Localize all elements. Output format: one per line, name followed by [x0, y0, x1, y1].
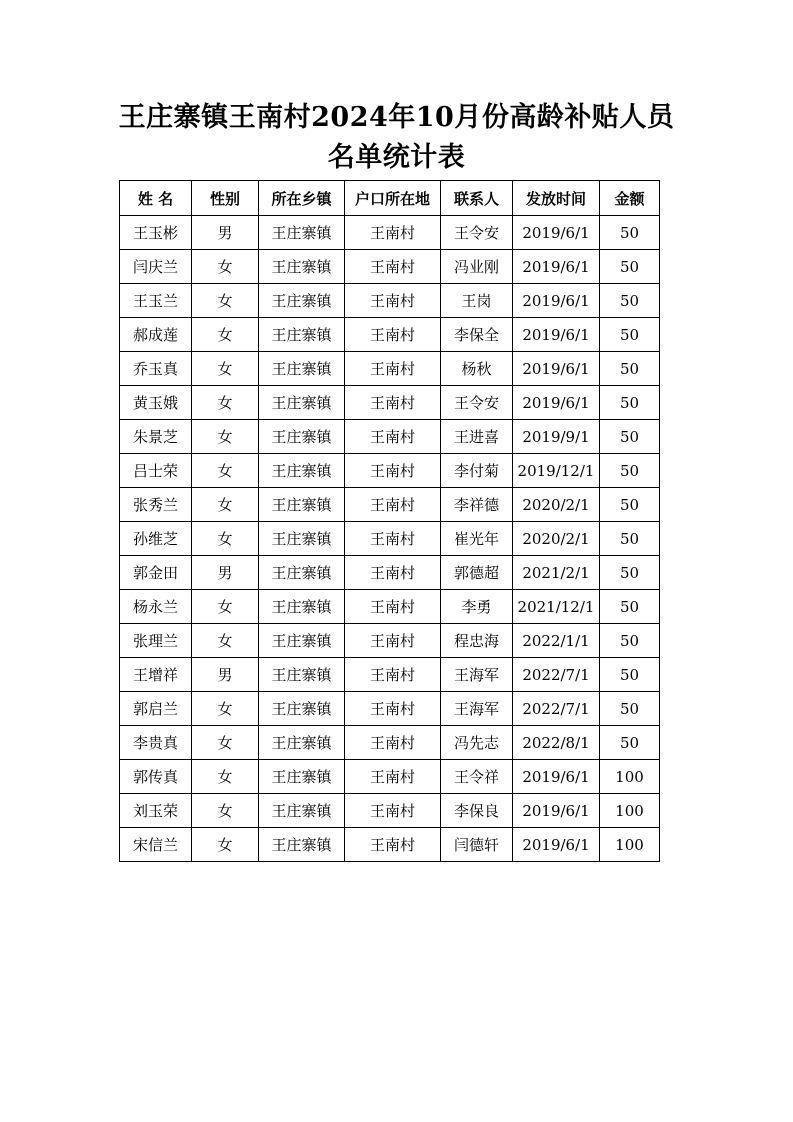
table-row	[120, 216, 660, 250]
table-row	[120, 726, 660, 760]
issue-date-cell: 2019/9/1	[513, 420, 600, 454]
township-cell: 王庄寨镇	[259, 386, 345, 420]
table-row	[120, 420, 660, 454]
amount-cell: 100	[600, 794, 660, 828]
table-row	[120, 488, 660, 522]
name-cell: 王增祥	[120, 658, 192, 692]
name-cell: 杨永兰	[120, 590, 192, 624]
amount-cell: 100	[600, 828, 660, 862]
township-cell: 王庄寨镇	[259, 794, 345, 828]
contact-cell: 李祥德	[441, 488, 513, 522]
township-cell: 王庄寨镇	[259, 590, 345, 624]
registration-cell: 王南村	[345, 590, 441, 624]
issue-date-cell: 2019/6/1	[513, 250, 600, 284]
name-cell: 黄玉娥	[120, 386, 192, 420]
name-cell: 郝成莲	[120, 318, 192, 352]
table-header-row	[120, 181, 660, 216]
township-cell: 王庄寨镇	[259, 250, 345, 284]
gender-cell: 女	[192, 692, 259, 726]
header-township: 所在乡镇	[259, 181, 345, 216]
amount-cell: 50	[600, 658, 660, 692]
amount-cell: 50	[600, 726, 660, 760]
table-row	[120, 386, 660, 420]
contact-cell: 王海军	[441, 658, 513, 692]
contact-cell: 闫德轩	[441, 828, 513, 862]
township-cell: 王庄寨镇	[259, 420, 345, 454]
name-cell: 李贵真	[120, 726, 192, 760]
amount-cell: 50	[600, 318, 660, 352]
township-cell: 王庄寨镇	[259, 658, 345, 692]
gender-cell: 女	[192, 284, 259, 318]
amount-cell: 50	[600, 386, 660, 420]
amount-cell: 50	[600, 420, 660, 454]
issue-date-cell: 2019/12/1	[513, 454, 600, 488]
contact-cell: 王海军	[441, 692, 513, 726]
registration-cell: 王南村	[345, 726, 441, 760]
registration-cell: 王南村	[345, 658, 441, 692]
township-cell: 王庄寨镇	[259, 454, 345, 488]
amount-cell: 50	[600, 352, 660, 386]
gender-cell: 女	[192, 318, 259, 352]
issue-date-cell: 2022/1/1	[513, 624, 600, 658]
contact-cell: 李保全	[441, 318, 513, 352]
header-gender: 性别	[192, 181, 259, 216]
amount-cell: 50	[600, 590, 660, 624]
amount-cell: 100	[600, 760, 660, 794]
table-body	[120, 216, 660, 862]
issue-date-cell: 2019/6/1	[513, 828, 600, 862]
contact-cell: 王岗	[441, 284, 513, 318]
township-cell: 王庄寨镇	[259, 556, 345, 590]
contact-cell: 李付菊	[441, 454, 513, 488]
name-cell: 郭启兰	[120, 692, 192, 726]
name-cell: 朱景芝	[120, 420, 192, 454]
contact-cell: 李勇	[441, 590, 513, 624]
table-row	[120, 692, 660, 726]
contact-cell: 王令安	[441, 386, 513, 420]
gender-cell: 男	[192, 658, 259, 692]
issue-date-cell: 2019/6/1	[513, 386, 600, 420]
title-line-2: 名单统计表	[327, 142, 466, 173]
township-cell: 王庄寨镇	[259, 216, 345, 250]
contact-cell: 程忠海	[441, 624, 513, 658]
table-row	[120, 352, 660, 386]
registration-cell: 王南村	[345, 828, 441, 862]
gender-cell: 女	[192, 726, 259, 760]
amount-cell: 50	[600, 250, 660, 284]
header-name: 姓 名	[120, 181, 192, 216]
gender-cell: 女	[192, 590, 259, 624]
amount-cell: 50	[600, 216, 660, 250]
gender-cell: 男	[192, 556, 259, 590]
name-cell: 乔玉真	[120, 352, 192, 386]
issue-date-cell: 2019/6/1	[513, 794, 600, 828]
gender-cell: 女	[192, 420, 259, 454]
issue-date-cell: 2020/2/1	[513, 488, 600, 522]
table-row	[120, 658, 660, 692]
gender-cell: 女	[192, 250, 259, 284]
name-cell: 王玉兰	[120, 284, 192, 318]
registration-cell: 王南村	[345, 284, 441, 318]
registration-cell: 王南村	[345, 488, 441, 522]
registration-cell: 王南村	[345, 760, 441, 794]
table-row	[120, 556, 660, 590]
contact-cell: 郭德超	[441, 556, 513, 590]
township-cell: 王庄寨镇	[259, 726, 345, 760]
table-row	[120, 454, 660, 488]
amount-cell: 50	[600, 284, 660, 318]
table-row	[120, 250, 660, 284]
gender-cell: 女	[192, 760, 259, 794]
issue-date-cell: 2022/7/1	[513, 658, 600, 692]
township-cell: 王庄寨镇	[259, 760, 345, 794]
name-cell: 张秀兰	[120, 488, 192, 522]
amount-cell: 50	[600, 488, 660, 522]
gender-cell: 女	[192, 454, 259, 488]
table-row	[120, 828, 660, 862]
name-cell: 王玉彬	[120, 216, 192, 250]
amount-cell: 50	[600, 454, 660, 488]
issue-date-cell: 2019/6/1	[513, 352, 600, 386]
header-issue-date: 发放时间	[513, 181, 600, 216]
gender-cell: 女	[192, 352, 259, 386]
gender-cell: 女	[192, 828, 259, 862]
township-cell: 王庄寨镇	[259, 284, 345, 318]
gender-cell: 男	[192, 216, 259, 250]
name-cell: 吕士荣	[120, 454, 192, 488]
contact-cell: 王令祥	[441, 760, 513, 794]
registration-cell: 王南村	[345, 522, 441, 556]
issue-date-cell: 2021/12/1	[513, 590, 600, 624]
registration-cell: 王南村	[345, 250, 441, 284]
registration-cell: 王南村	[345, 692, 441, 726]
gender-cell: 女	[192, 794, 259, 828]
issue-date-cell: 2020/2/1	[513, 522, 600, 556]
table-row	[120, 624, 660, 658]
registration-cell: 王南村	[345, 556, 441, 590]
table-row	[120, 794, 660, 828]
name-cell: 刘玉荣	[120, 794, 192, 828]
name-cell: 孙维芝	[120, 522, 192, 556]
header-amount: 金额	[600, 181, 660, 216]
registration-cell: 王南村	[345, 794, 441, 828]
contact-cell: 崔光年	[441, 522, 513, 556]
issue-date-cell: 2022/7/1	[513, 692, 600, 726]
registration-cell: 王南村	[345, 318, 441, 352]
contact-cell: 冯先志	[441, 726, 513, 760]
name-cell: 张理兰	[120, 624, 192, 658]
gender-cell: 女	[192, 386, 259, 420]
issue-date-cell: 2022/8/1	[513, 726, 600, 760]
contact-cell: 王令安	[441, 216, 513, 250]
contact-cell: 王进喜	[441, 420, 513, 454]
township-cell: 王庄寨镇	[259, 488, 345, 522]
name-cell: 郭传真	[120, 760, 192, 794]
table-row	[120, 318, 660, 352]
amount-cell: 50	[600, 522, 660, 556]
table-row	[120, 284, 660, 318]
township-cell: 王庄寨镇	[259, 522, 345, 556]
table-row	[120, 760, 660, 794]
name-cell: 宋信兰	[120, 828, 192, 862]
township-cell: 王庄寨镇	[259, 318, 345, 352]
township-cell: 王庄寨镇	[259, 624, 345, 658]
issue-date-cell: 2019/6/1	[513, 318, 600, 352]
registration-cell: 王南村	[345, 386, 441, 420]
registration-cell: 王南村	[345, 454, 441, 488]
issue-date-cell: 2019/6/1	[513, 284, 600, 318]
gender-cell: 女	[192, 624, 259, 658]
issue-date-cell: 2019/6/1	[513, 760, 600, 794]
title-line-1: 王庄寨镇王南村2024年10月份高龄补贴人员	[118, 102, 675, 133]
township-cell: 王庄寨镇	[259, 828, 345, 862]
issue-date-cell: 2021/2/1	[513, 556, 600, 590]
table-row	[120, 522, 660, 556]
township-cell: 王庄寨镇	[259, 692, 345, 726]
registration-cell: 王南村	[345, 216, 441, 250]
township-cell: 王庄寨镇	[259, 352, 345, 386]
contact-cell: 杨秋	[441, 352, 513, 386]
issue-date-cell: 2019/6/1	[513, 216, 600, 250]
contact-cell: 李保良	[441, 794, 513, 828]
header-contact: 联系人	[441, 181, 513, 216]
name-cell: 闫庆兰	[120, 250, 192, 284]
document-title	[0, 98, 793, 178]
registration-cell: 王南村	[345, 624, 441, 658]
gender-cell: 女	[192, 522, 259, 556]
registration-cell: 王南村	[345, 420, 441, 454]
gender-cell: 女	[192, 488, 259, 522]
registration-cell: 王南村	[345, 352, 441, 386]
amount-cell: 50	[600, 692, 660, 726]
contact-cell: 冯业刚	[441, 250, 513, 284]
header-household-registration: 户口所在地	[345, 181, 441, 216]
table-row	[120, 590, 660, 624]
amount-cell: 50	[600, 624, 660, 658]
name-cell: 郭金田	[120, 556, 192, 590]
subsidy-roster-table	[119, 180, 660, 862]
amount-cell: 50	[600, 556, 660, 590]
